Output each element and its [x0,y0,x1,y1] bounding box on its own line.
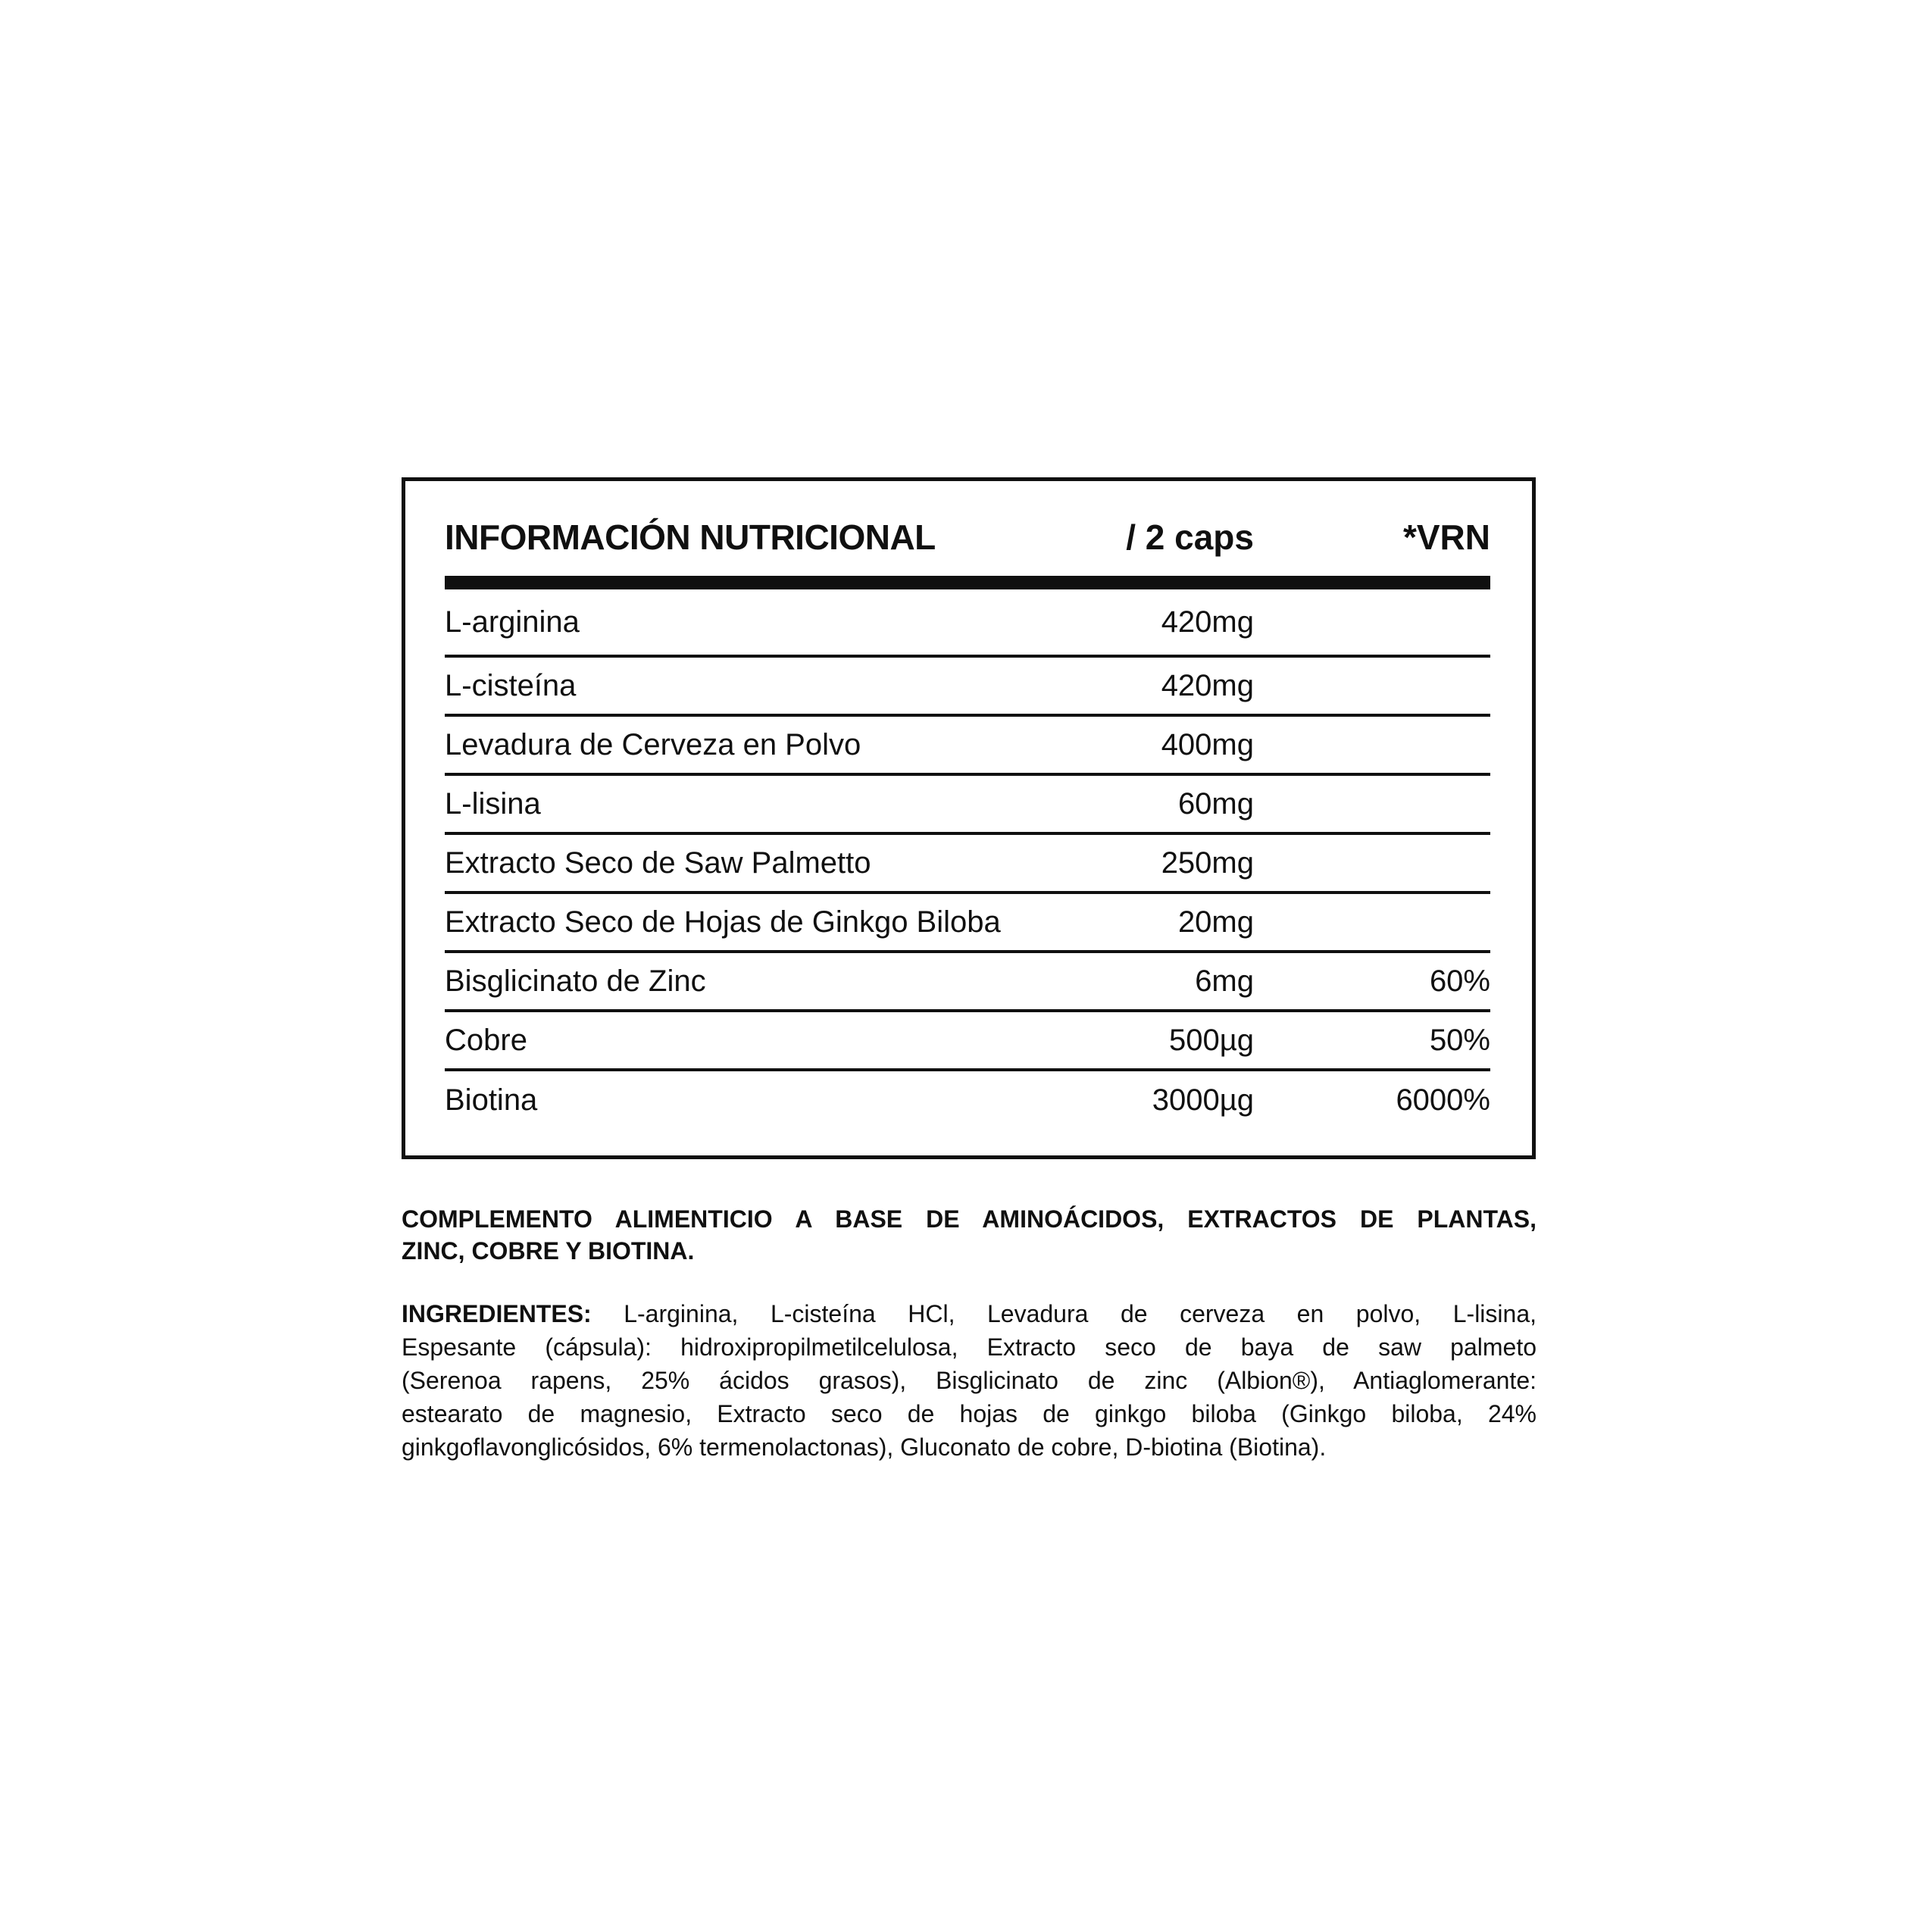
ingredients-line: estearato de magnesio, Extracto seco de hojas de ginkgo biloba (Ginkgo biloba, 24% [402,1400,1537,1427]
row-label: Bisglicinato de Zinc [445,964,706,998]
row-label: Biotina [445,1083,538,1117]
row-amount: 500µg [1168,1023,1254,1057]
ingredients-line: INGREDIENTES: L-arginina, L-cisteína HCl, Levadura de cerveza en polvo, L-lisina, [402,1300,1537,1327]
row-label: Extracto Seco de Saw Palmetto [445,846,871,880]
row-label: L-arginina [445,605,580,639]
table-row [445,1071,1490,1155]
row-amount: 250mg [1161,846,1254,880]
table-row [445,717,1490,776]
table-row [445,658,1490,717]
ingredients-label: INGREDIENTES: [402,1300,592,1327]
table-row [445,776,1490,835]
row-label: L-cisteína [445,668,577,702]
row-label: L-lisina [445,786,541,821]
description-heading [402,1203,1537,1267]
table-header-row [445,481,1490,576]
info-text-block [402,1203,1537,1464]
table-divider-bar [445,576,1490,589]
row-amount: 420mg [1161,605,1254,639]
description-line: ZINC, COBRE Y BIOTINA. [402,1237,695,1265]
row-amount: 420mg [1161,668,1254,702]
row-amount: 60mg [1177,786,1254,821]
table-title: INFORMACIÓN NUTRICIONAL [445,517,936,557]
row-amount: 20mg [1177,905,1254,939]
table-row [445,894,1490,953]
ingredients-paragraph [402,1297,1537,1464]
serving-size-header: / 2 caps [1126,517,1254,557]
table-row [445,835,1490,894]
nutrition-table [402,477,1536,1159]
row-vrn: 50% [1429,1023,1490,1057]
vrn-header: *VRN [1402,517,1490,557]
table-row [445,589,1490,658]
table-body [445,589,1490,1155]
row-vrn: 6000% [1396,1083,1490,1117]
row-amount: 3000µg [1152,1083,1254,1117]
row-vrn: 60% [1429,964,1490,998]
row-label: Extracto Seco de Hojas de Ginkgo Biloba [445,905,1001,939]
row-label: Levadura de Cerveza en Polvo [445,727,861,761]
row-amount: 6mg [1195,964,1254,998]
ingredients-line: (Serenoa rapens, 25% ácidos grasos), Bisglicinato de zinc (Albion®), Antiaglomerante: [402,1367,1537,1394]
table-row [445,1012,1490,1071]
ingredients-line: ginkgoflavonglicósidos, 6% termenolactonas), Gluconato de cobre, D-biotina (Biotina). [402,1433,1327,1461]
description-line: COMPLEMENTO ALIMENTICIO A BASE DE AMINOÁCIDOS, EXTRACTOS DE PLANTAS, [402,1205,1537,1233]
row-label: Cobre [445,1023,527,1057]
ingredients-line: Espesante (cápsula): hidroxipropilmetilcelulosa, Extracto seco de baya de saw palmeto [402,1333,1537,1361]
table-row [445,953,1490,1012]
row-amount: 400mg [1161,727,1254,761]
